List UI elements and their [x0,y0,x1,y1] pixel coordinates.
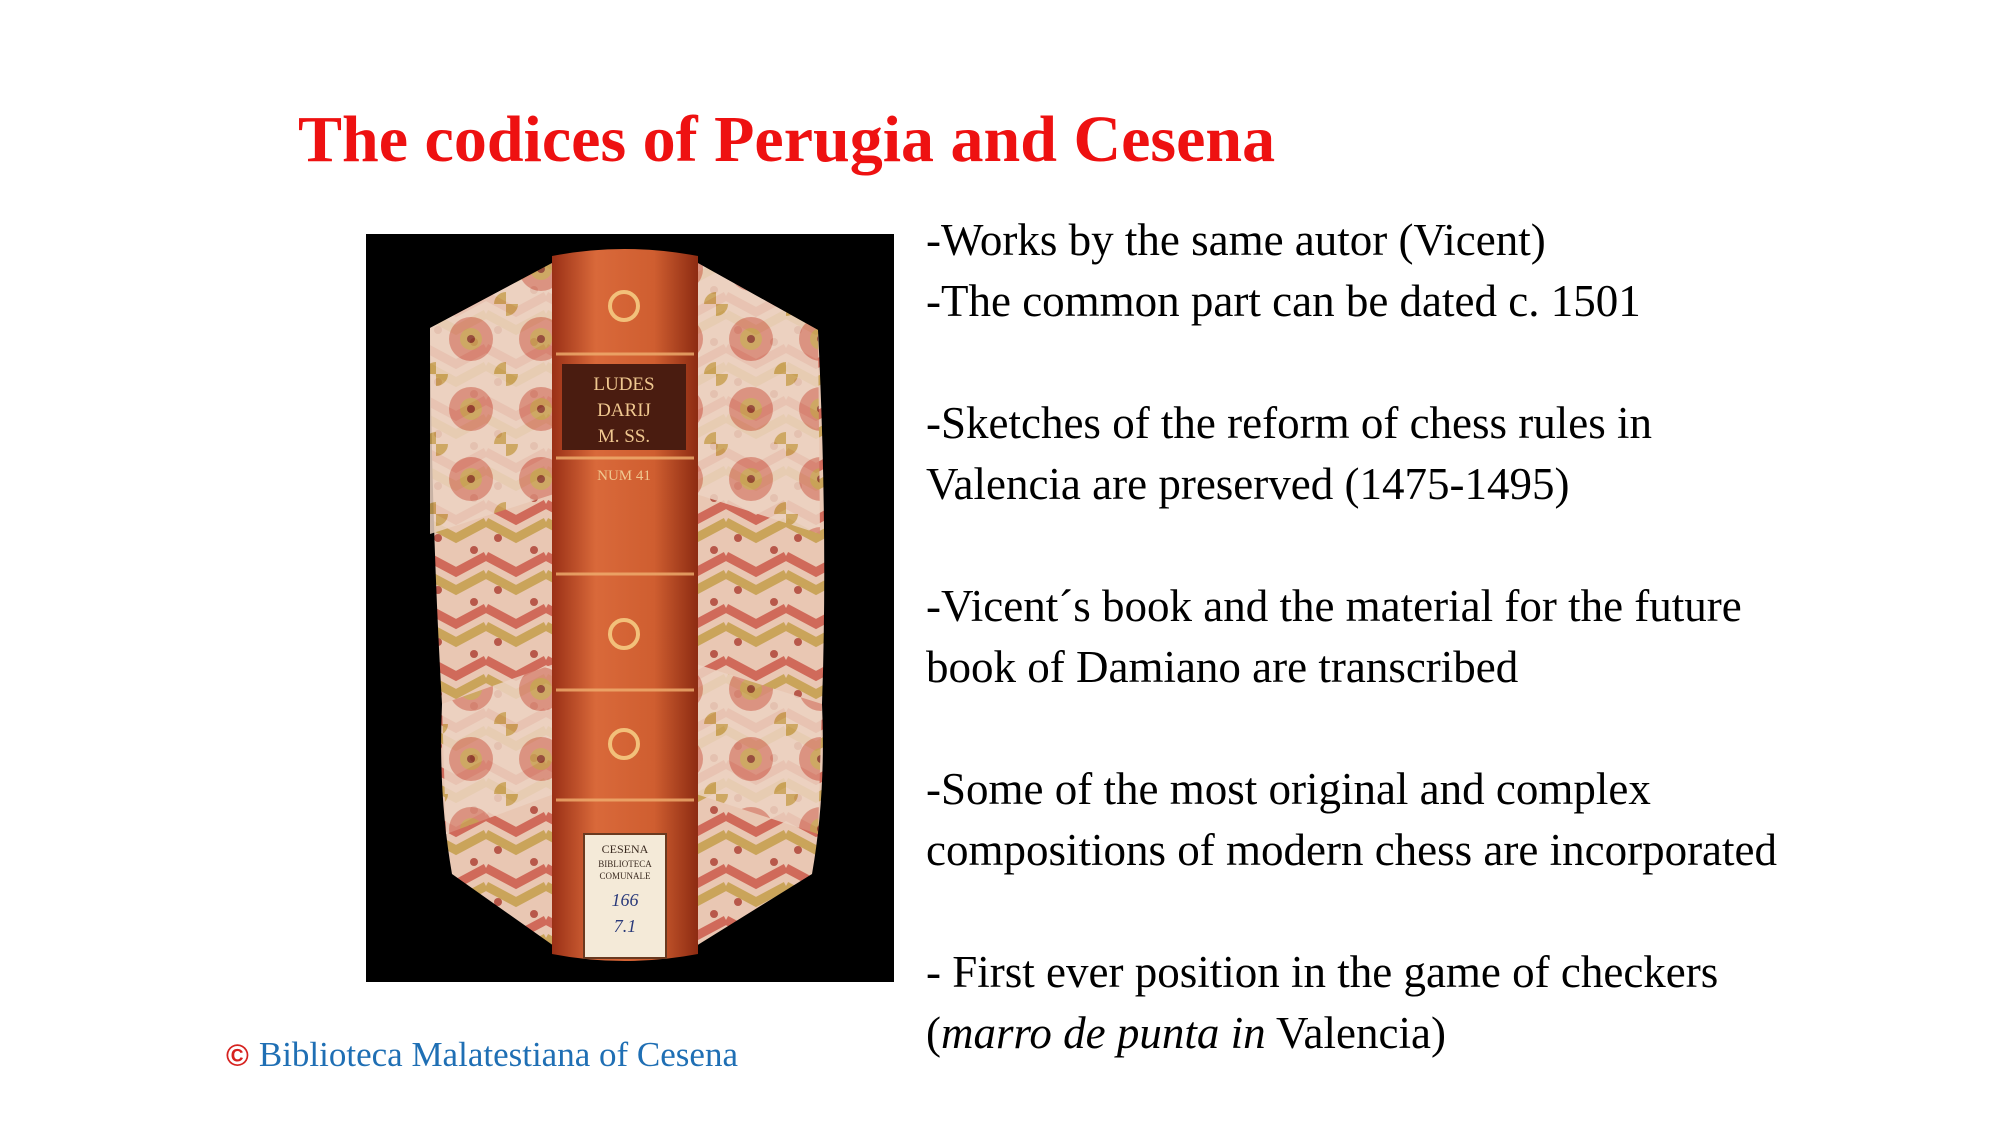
bullet-line [926,1003,1986,1064]
spine-label-line: LUDES [593,374,655,395]
bullet-italic-term: marro de punta in [941,1008,1266,1058]
bullet-item [926,759,1986,881]
bullet-paren-open: ( [926,1008,941,1058]
book-binding-image [366,234,894,982]
copyright-mark: © [226,1038,249,1073]
credit-text: Biblioteca Malatestiana of Cesena [258,1035,738,1074]
spine-number: NUM 41 [597,468,651,484]
bullet-item [926,393,1986,515]
slide-title: The codices of Perugia and Cesena [298,103,1276,176]
bullet-item [926,271,1986,332]
bullet-item [926,942,1986,1064]
bullet-item [926,210,1986,271]
shelf-mark: 166 [611,890,639,910]
bullet-line: -Some of the most original and complex [926,764,1651,814]
book-photo [366,234,894,982]
bullet-list [926,210,1986,1064]
bullet-line: Valencia are preserved (1475-1495) [926,459,1570,509]
bullet-line: -Sketches of the reform of chess rules in [926,398,1653,448]
bullet-line: compositions of modern chess are incorporated [926,825,1778,875]
library-label-line: CESENA [601,842,649,856]
bullet-line: book of Damiano are transcribed [926,642,1519,692]
bullet-line: -Works by the same autor (Vicent) [926,215,1546,265]
bullet-line-end: Valencia) [1265,1008,1446,1058]
bullet-line: -Vicent´s book and the material for the future [926,581,1742,631]
shelf-mark: 7.1 [613,916,637,936]
bullet-line: - First ever position in the game of checkers [926,947,1719,997]
spine-label-line: M. SS. [597,426,651,447]
bullet-line: -The common part can be dated c. 1501 [926,276,1641,326]
spine-label-line: DARIJ [597,400,651,421]
image-credit [226,1034,738,1077]
library-label-line: BIBLIOTECA [598,859,652,869]
library-label-line: COMUNALE [599,871,651,881]
bullet-item [926,576,1986,698]
